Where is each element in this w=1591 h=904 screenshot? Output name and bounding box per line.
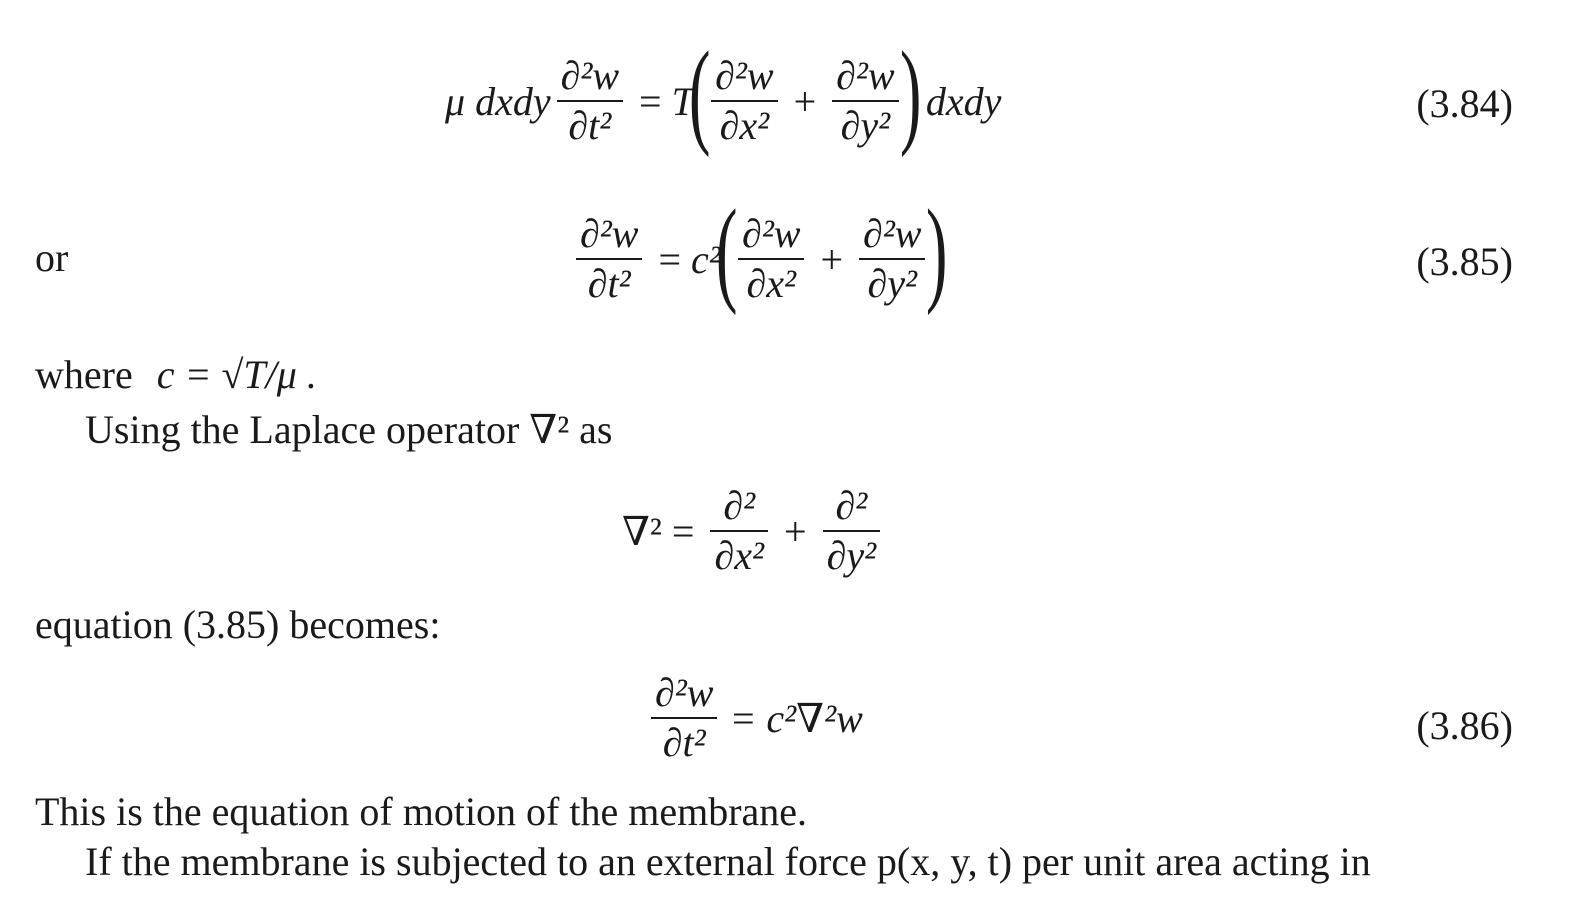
- eq384-lhs-fraction: [557, 55, 623, 147]
- equation-3-85: [570, 185, 948, 318]
- equals-sign: =: [639, 78, 662, 124]
- becomes-text: equation (3.85) becomes:: [35, 602, 441, 647]
- equation-number-3-86: (3.86): [1416, 703, 1513, 748]
- wave-speed-definition: c = √T/μ .: [156, 352, 317, 397]
- fraction-bar: [823, 530, 881, 532]
- fraction-bar: [859, 258, 925, 260]
- laplace-term1: [710, 485, 768, 577]
- equation-number-3-84: (3.84): [1416, 81, 1513, 126]
- eq384-suffix: dxdy: [925, 78, 1002, 124]
- laplace-intro: Using the Laplace operator ∇² as: [85, 407, 613, 452]
- where-label: where: [35, 352, 133, 397]
- eq384-lhs-prefix: μ dxdy: [445, 78, 551, 124]
- fraction-bar: [738, 258, 804, 260]
- or-text: or: [35, 235, 69, 280]
- fraction-denominator: ∂y²: [867, 261, 918, 306]
- left-paren: (: [715, 185, 738, 316]
- fraction-denominator: ∂x²: [714, 533, 764, 578]
- equation-number-3-85: (3.85): [1416, 239, 1513, 284]
- eq386-rhs: = c²∇²w: [729, 695, 863, 741]
- eq386-lhs-fraction: [651, 672, 717, 764]
- fraction-bar: [710, 530, 768, 532]
- equals-sign: =: [671, 508, 695, 554]
- plus-sign: +: [820, 236, 844, 282]
- fraction-bar: [832, 100, 898, 102]
- laplace-definition: [622, 485, 886, 577]
- eq385-term2: [859, 213, 925, 305]
- eq384-term2: [832, 55, 898, 147]
- fraction-numerator: ∂²w: [836, 53, 895, 98]
- plus-sign: +: [784, 508, 807, 554]
- right-paren: ): [899, 27, 922, 158]
- fraction-numerator: ∂²w: [742, 211, 801, 256]
- right-paren: ): [926, 185, 948, 316]
- fraction-denominator: ∂t²: [662, 720, 706, 765]
- fraction-numerator: ∂²w: [715, 53, 774, 98]
- fraction-denominator: ∂x²: [746, 261, 797, 306]
- fraction-bar: [651, 717, 717, 719]
- eq384-term1: [711, 55, 777, 147]
- fraction-numerator: ∂²: [723, 483, 756, 528]
- fraction-denominator: ∂t²: [568, 103, 612, 148]
- equals-sign: =: [658, 236, 681, 282]
- equation-3-84: [445, 27, 1002, 160]
- laplace-symbol: ∇²: [622, 508, 662, 554]
- laplace-term2: [823, 485, 881, 577]
- fraction-denominator: ∂t²: [587, 261, 631, 306]
- fraction-bar: [711, 100, 777, 102]
- fraction-numerator: ∂²w: [655, 670, 714, 715]
- left-paren: (: [688, 27, 711, 158]
- where-line: [35, 352, 317, 397]
- fraction-numerator: ∂²w: [560, 53, 620, 98]
- fraction-numerator: ∂²: [835, 483, 868, 528]
- fraction-numerator: ∂²w: [580, 211, 639, 256]
- wave-speed-squared: c²: [691, 236, 721, 282]
- plus-sign: +: [793, 78, 817, 124]
- fraction-numerator: ∂²w: [863, 211, 922, 256]
- fraction-denominator: ∂y²: [840, 103, 891, 148]
- fraction-denominator: ∂x²: [719, 103, 770, 148]
- tension-coefficient: T: [671, 78, 694, 124]
- eq385-term1: [738, 213, 804, 305]
- eq385-lhs-fraction: [576, 213, 642, 305]
- fraction-denominator: ∂y²: [826, 533, 877, 578]
- fraction-bar: [576, 258, 642, 260]
- motion-sentence: This is the equation of motion of the membrane.: [35, 789, 808, 834]
- fraction-bar: [557, 100, 623, 102]
- external-force-sentence: If the membrane is subjected to an external force p(x, y, t) per unit area acting in: [85, 839, 1371, 884]
- equation-3-86: [645, 672, 863, 764]
